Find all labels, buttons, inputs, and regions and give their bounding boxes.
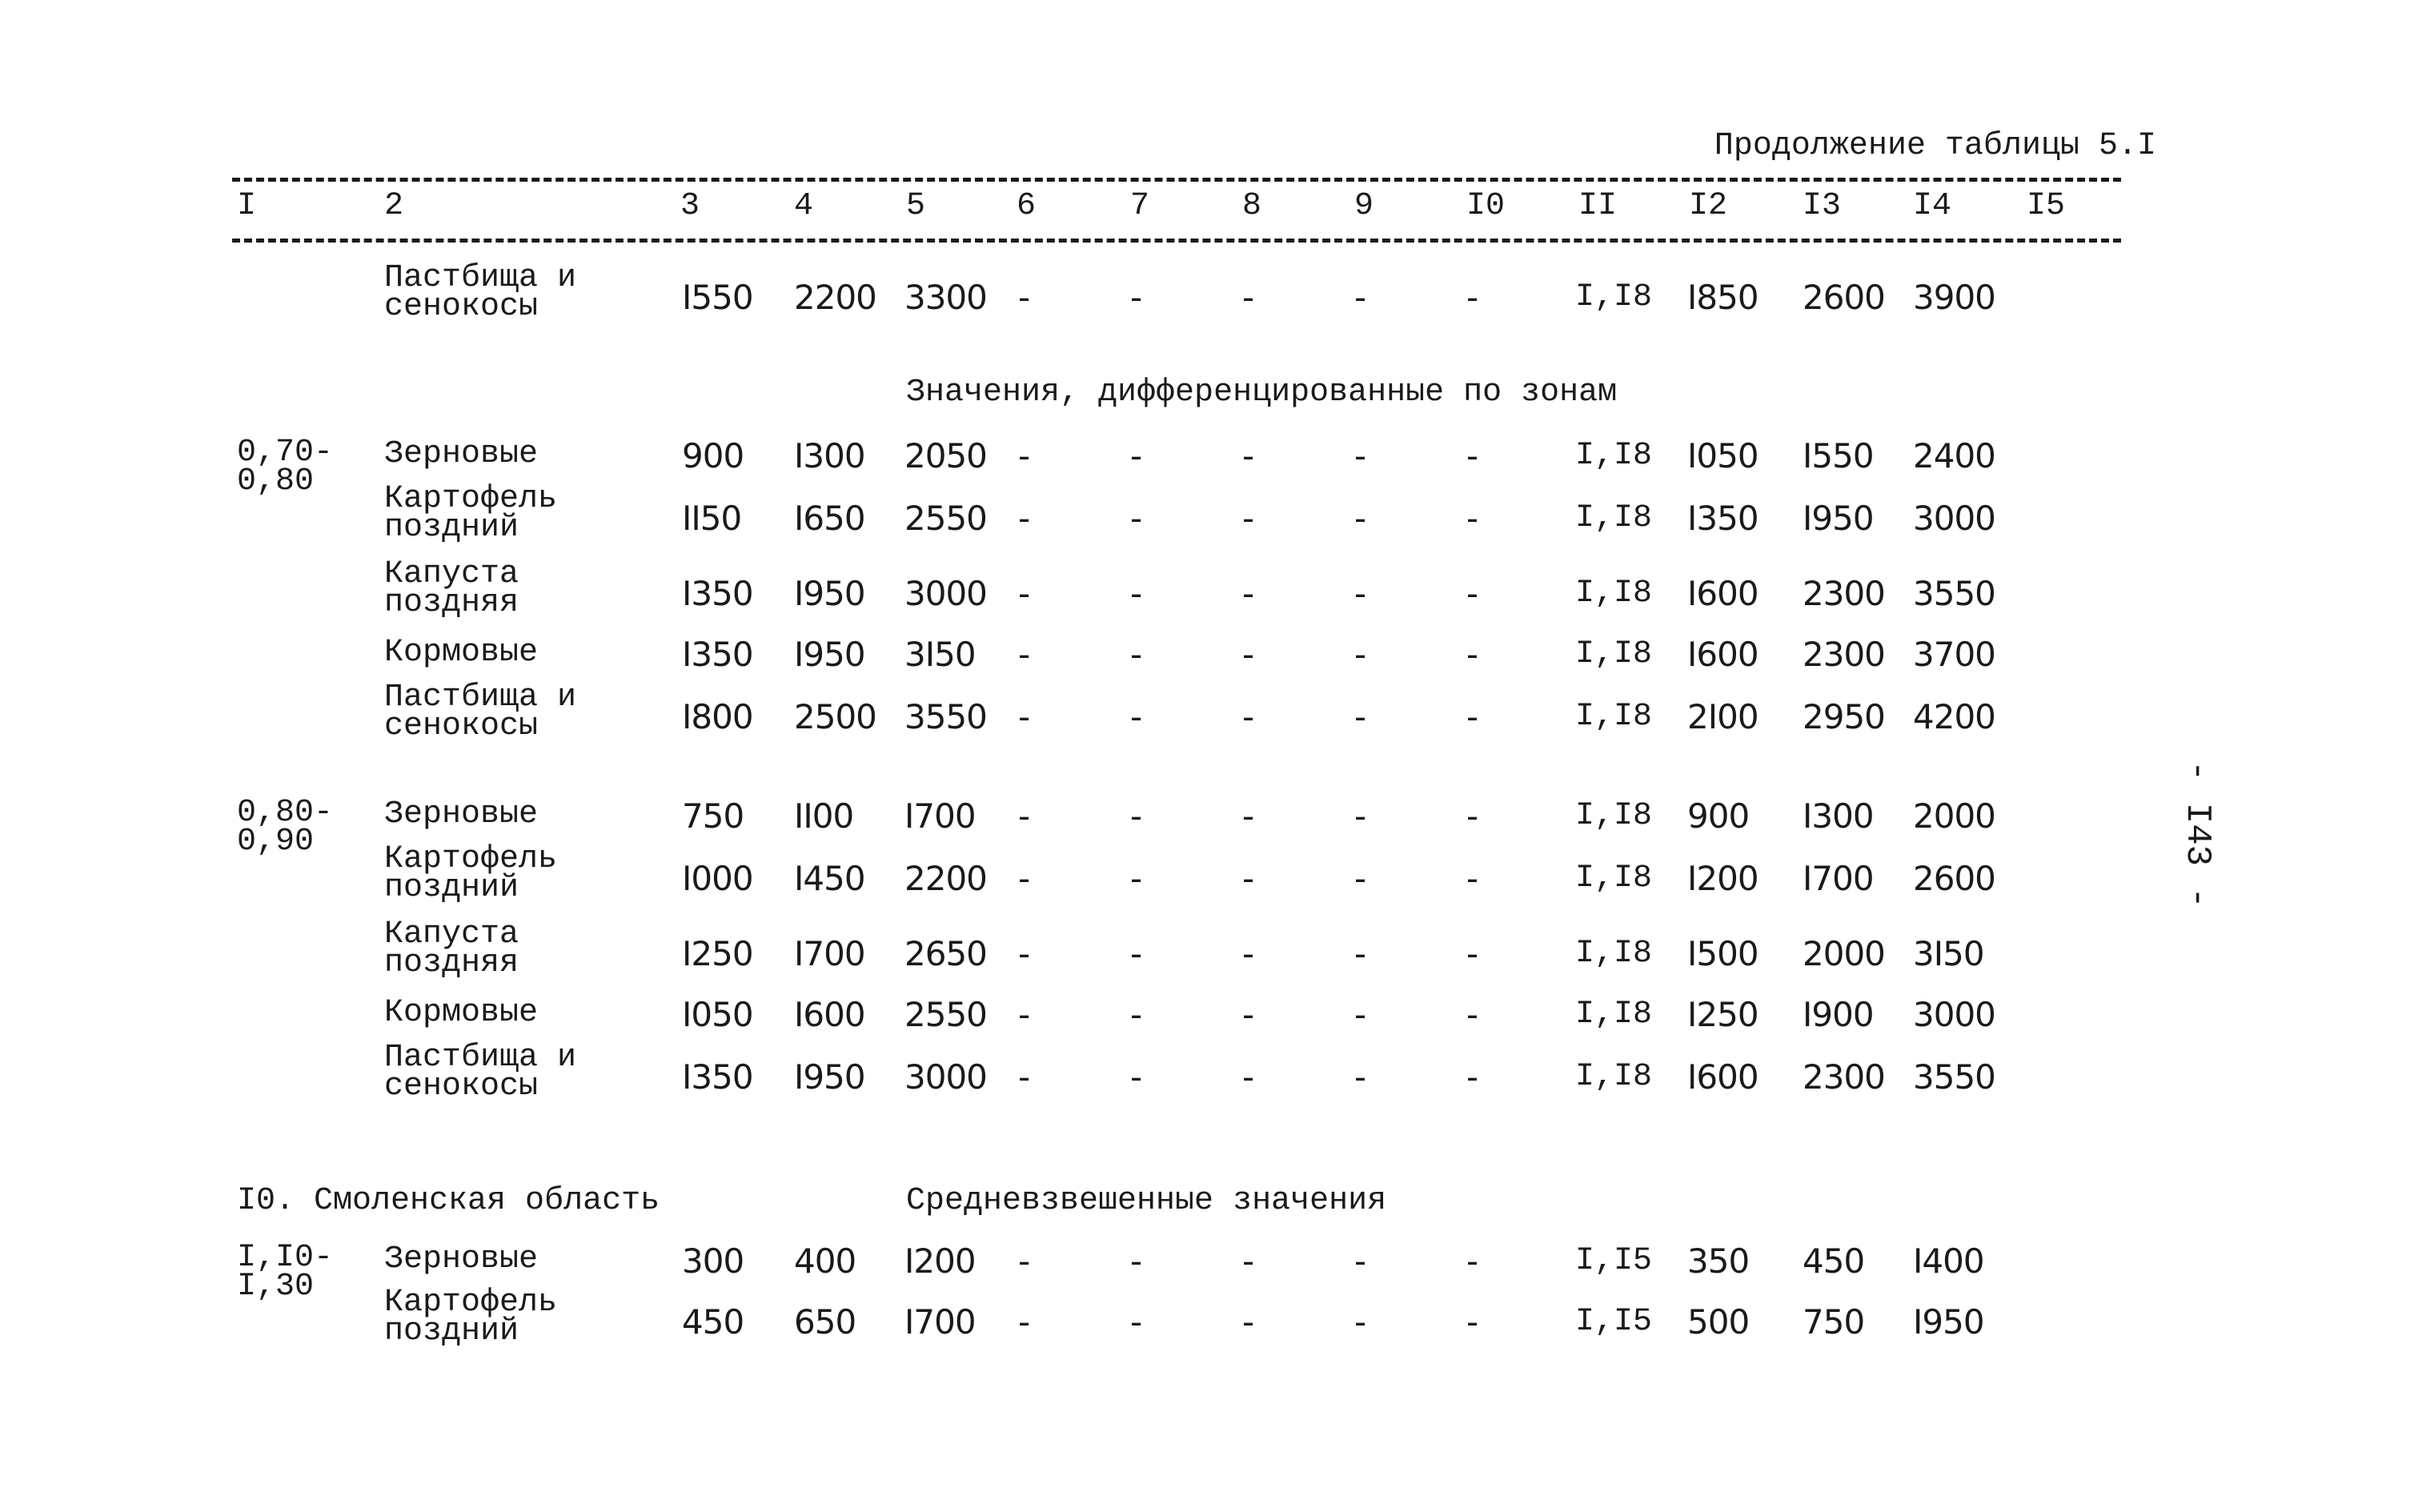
- table-cell: 2200: [904, 859, 987, 898]
- empty-cell-dash: -: [1018, 499, 1030, 538]
- column-header: I4: [1913, 188, 1952, 224]
- table-cell: II50: [682, 499, 742, 538]
- empty-cell-dash: -: [1354, 995, 1366, 1034]
- empty-cell-dash: -: [1354, 697, 1366, 736]
- column-header: I5: [2027, 188, 2066, 224]
- crop-name: Зерновые: [384, 436, 539, 472]
- empty-cell-dash: -: [1018, 697, 1030, 736]
- table-cell: I650: [794, 499, 865, 538]
- table-cell: 3550: [1913, 1057, 1995, 1097]
- table-cell: I300: [794, 436, 865, 475]
- empty-cell-dash: -: [1018, 278, 1030, 317]
- table-cell: 2600: [1802, 278, 1885, 317]
- table-cell: 3700: [1913, 635, 1995, 674]
- table-cell: 750: [682, 796, 744, 836]
- empty-cell-dash: -: [1130, 796, 1142, 836]
- table-cell: 2500: [794, 697, 876, 736]
- table-cell: I,I8: [1575, 576, 1653, 612]
- empty-cell-dash: -: [1242, 1302, 1254, 1342]
- empty-cell-dash: -: [1354, 859, 1366, 898]
- table-cell: I,I8: [1575, 860, 1653, 896]
- table-cell: 2550: [904, 995, 987, 1034]
- empty-cell-dash: -: [1466, 995, 1478, 1034]
- table-cell: I600: [1687, 1057, 1758, 1097]
- empty-cell-dash: -: [1242, 1241, 1254, 1281]
- table-cell: I450: [794, 859, 865, 898]
- table-cell: 2600: [1913, 859, 1995, 898]
- table-cell: 2300: [1802, 574, 1885, 613]
- column-header: 7: [1130, 188, 1150, 224]
- column-header: 5: [906, 188, 926, 224]
- table-cell: 3000: [1913, 995, 1995, 1034]
- zone-range: 0,80- 0,90: [237, 795, 334, 860]
- empty-cell-dash: -: [1130, 859, 1142, 898]
- empty-cell-dash: -: [1130, 499, 1142, 538]
- empty-cell-dash: -: [1466, 1057, 1478, 1097]
- table-cell: I600: [1687, 574, 1758, 613]
- empty-cell-dash: -: [1354, 1302, 1366, 1342]
- empty-cell-dash: -: [1018, 1302, 1030, 1342]
- empty-cell-dash: -: [1130, 995, 1142, 1034]
- table-cell: I,I8: [1575, 936, 1653, 972]
- empty-cell-dash: -: [1466, 1302, 1478, 1342]
- empty-cell-dash: -: [1466, 278, 1478, 317]
- table-cell: 2300: [1802, 635, 1885, 674]
- table-cell: I050: [1687, 436, 1758, 475]
- column-header: 9: [1354, 188, 1374, 224]
- table-cell: 3900: [1913, 278, 1995, 317]
- empty-cell-dash: -: [1242, 436, 1254, 475]
- table-cell: 2200: [794, 278, 876, 317]
- empty-cell-dash: -: [1354, 1057, 1366, 1097]
- header-bottom-rule: [232, 239, 2121, 243]
- table-cell: I850: [1687, 278, 1758, 317]
- empty-cell-dash: -: [1242, 934, 1254, 973]
- column-header: 6: [1017, 188, 1037, 224]
- crop-name: Капуста поздняя: [384, 916, 519, 981]
- table-caption: Продолжение таблицы 5.I: [1714, 128, 2156, 164]
- header-top-rule: [232, 178, 2121, 182]
- table-cell: 3000: [904, 1057, 987, 1097]
- column-header: 8: [1242, 188, 1262, 224]
- empty-cell-dash: -: [1018, 934, 1030, 973]
- table-cell: I200: [1687, 859, 1758, 898]
- empty-cell-dash: -: [1018, 574, 1030, 613]
- region-heading: I0. Смоленская область: [237, 1183, 660, 1219]
- empty-cell-dash: -: [1130, 1057, 1142, 1097]
- empty-cell-dash: -: [1018, 859, 1030, 898]
- table-cell: 400: [794, 1241, 856, 1281]
- crop-name: Пастбища и сенокосы: [384, 1040, 577, 1105]
- table-cell: I,I8: [1575, 500, 1653, 536]
- empty-cell-dash: -: [1130, 1302, 1142, 1342]
- table-cell: I950: [794, 574, 865, 613]
- table-cell: I950: [1802, 499, 1874, 538]
- table-cell: II00: [794, 796, 854, 836]
- table-cell: I700: [904, 796, 976, 836]
- table-cell: I,I8: [1575, 699, 1653, 735]
- table-cell: 2050: [904, 436, 987, 475]
- crop-name: Картофель поздний: [384, 841, 558, 906]
- empty-cell-dash: -: [1130, 934, 1142, 973]
- table-cell: 3300: [904, 278, 987, 317]
- table-cell: 2I00: [1687, 697, 1758, 736]
- table-cell: 750: [1802, 1302, 1865, 1342]
- table-cell: 2950: [1802, 697, 1885, 736]
- table-cell: I950: [794, 1057, 865, 1097]
- empty-cell-dash: -: [1466, 635, 1478, 674]
- page-number: - I43 -: [2177, 760, 2217, 908]
- empty-cell-dash: -: [1354, 278, 1366, 317]
- table-cell: I550: [1802, 436, 1874, 475]
- zone-range: I,I0- I,30: [237, 1240, 334, 1305]
- empty-cell-dash: -: [1018, 436, 1030, 475]
- column-header: 3: [680, 188, 700, 224]
- empty-cell-dash: -: [1466, 859, 1478, 898]
- empty-cell-dash: -: [1018, 1057, 1030, 1097]
- empty-cell-dash: -: [1354, 1241, 1366, 1281]
- table-cell: I050: [682, 995, 753, 1034]
- empty-cell-dash: -: [1242, 697, 1254, 736]
- table-cell: 2000: [1802, 934, 1885, 973]
- section-heading: Значения, дифференцированные по зонам: [906, 375, 1618, 411]
- empty-cell-dash: -: [1242, 796, 1254, 836]
- table-cell: I500: [1687, 934, 1758, 973]
- table-cell: 3I50: [904, 635, 976, 674]
- section-heading: Средневзвешенные значения: [906, 1183, 1387, 1219]
- empty-cell-dash: -: [1130, 635, 1142, 674]
- table-cell: I,I8: [1575, 438, 1653, 474]
- empty-cell-dash: -: [1242, 278, 1254, 317]
- table-cell: I700: [794, 934, 865, 973]
- table-cell: I,I8: [1575, 997, 1653, 1033]
- table-cell: I350: [1687, 499, 1758, 538]
- table-cell: 2300: [1802, 1057, 1885, 1097]
- table-cell: 350: [1687, 1241, 1750, 1281]
- table-cell: 300: [682, 1241, 744, 1281]
- empty-cell-dash: -: [1466, 796, 1478, 836]
- empty-cell-dash: -: [1242, 1057, 1254, 1097]
- table-cell: 450: [1802, 1241, 1865, 1281]
- column-header: I0: [1466, 188, 1506, 224]
- column-header: 4: [794, 188, 814, 224]
- empty-cell-dash: -: [1242, 635, 1254, 674]
- table-cell: 3000: [904, 574, 987, 613]
- table-cell: I700: [1802, 859, 1874, 898]
- table-cell: I700: [904, 1302, 976, 1342]
- table-cell: I,I5: [1575, 1304, 1653, 1340]
- empty-cell-dash: -: [1354, 499, 1366, 538]
- table-cell: I350: [682, 574, 753, 613]
- table-cell: 3550: [904, 697, 987, 736]
- table-cell: 2400: [1913, 436, 1995, 475]
- table-cell: I600: [1687, 635, 1758, 674]
- empty-cell-dash: -: [1466, 436, 1478, 475]
- table-cell: I350: [682, 1057, 753, 1097]
- empty-cell-dash: -: [1242, 859, 1254, 898]
- table-cell: I900: [1802, 995, 1874, 1034]
- empty-cell-dash: -: [1130, 697, 1142, 736]
- column-header: II: [1578, 188, 1618, 224]
- empty-cell-dash: -: [1018, 796, 1030, 836]
- empty-cell-dash: -: [1018, 635, 1030, 674]
- table-cell: 4200: [1913, 697, 1995, 736]
- empty-cell-dash: -: [1130, 436, 1142, 475]
- empty-cell-dash: -: [1018, 1241, 1030, 1281]
- empty-cell-dash: -: [1130, 1241, 1142, 1281]
- empty-cell-dash: -: [1354, 574, 1366, 613]
- table-cell: 900: [682, 436, 744, 475]
- crop-name: Пастбища и сенокосы: [384, 680, 577, 744]
- table-cell: I400: [1913, 1241, 1984, 1281]
- table-cell: 900: [1687, 796, 1750, 836]
- crop-name: Кормовые: [384, 995, 539, 1031]
- empty-cell-dash: -: [1242, 499, 1254, 538]
- empty-cell-dash: -: [1242, 574, 1254, 613]
- table-cell: I300: [1802, 796, 1874, 836]
- table-cell: 3000: [1913, 499, 1995, 538]
- table-cell: I,I5: [1575, 1243, 1653, 1279]
- table-cell: I,I8: [1575, 798, 1653, 834]
- table-cell: I200: [904, 1241, 976, 1281]
- table-cell: 3550: [1913, 574, 1995, 613]
- column-header: I: [237, 188, 257, 224]
- table-cell: 2000: [1913, 796, 1995, 836]
- table-cell: I350: [682, 635, 753, 674]
- table-cell: I950: [1913, 1302, 1984, 1342]
- empty-cell-dash: -: [1466, 697, 1478, 736]
- column-header: 2: [384, 188, 404, 224]
- empty-cell-dash: -: [1130, 574, 1142, 613]
- table-cell: 650: [794, 1302, 856, 1342]
- table-cell: I950: [794, 635, 865, 674]
- table-cell: I,I8: [1575, 1059, 1653, 1095]
- table-cell: I800: [682, 697, 753, 736]
- table-cell: 2550: [904, 499, 987, 538]
- empty-cell-dash: -: [1466, 1241, 1478, 1281]
- table-cell: I250: [682, 934, 753, 973]
- table-cell: I250: [1687, 995, 1758, 1034]
- empty-cell-dash: -: [1354, 635, 1366, 674]
- table-cell: I550: [682, 278, 753, 317]
- empty-cell-dash: -: [1466, 499, 1478, 538]
- table-cell: I,I8: [1575, 279, 1653, 315]
- column-header: I2: [1689, 188, 1728, 224]
- zone-range: 0,70- 0,80: [237, 435, 334, 499]
- table-cell: I600: [794, 995, 865, 1034]
- table-cell: I000: [682, 859, 753, 898]
- empty-cell-dash: -: [1354, 436, 1366, 475]
- empty-cell-dash: -: [1466, 934, 1478, 973]
- table-cell: 450: [682, 1302, 744, 1342]
- column-header: I3: [1802, 188, 1842, 224]
- table-cell: 3I50: [1913, 934, 1984, 973]
- crop-name: Зерновые: [384, 796, 539, 832]
- table-cell: I,I8: [1575, 636, 1653, 672]
- empty-cell-dash: -: [1354, 934, 1366, 973]
- crop-name: Картофель поздний: [384, 1285, 558, 1350]
- empty-cell-dash: -: [1130, 278, 1142, 317]
- crop-name: Капуста поздняя: [384, 556, 519, 621]
- crop-name: Пастбища и сенокосы: [384, 260, 577, 325]
- crop-name: Картофель поздний: [384, 481, 558, 546]
- empty-cell-dash: -: [1242, 995, 1254, 1034]
- empty-cell-dash: -: [1354, 796, 1366, 836]
- crop-name: Кормовые: [384, 635, 539, 671]
- empty-cell-dash: -: [1018, 995, 1030, 1034]
- table-cell: 500: [1687, 1302, 1750, 1342]
- crop-name: Зерновые: [384, 1241, 539, 1277]
- table-cell: 2650: [904, 934, 987, 973]
- empty-cell-dash: -: [1466, 574, 1478, 613]
